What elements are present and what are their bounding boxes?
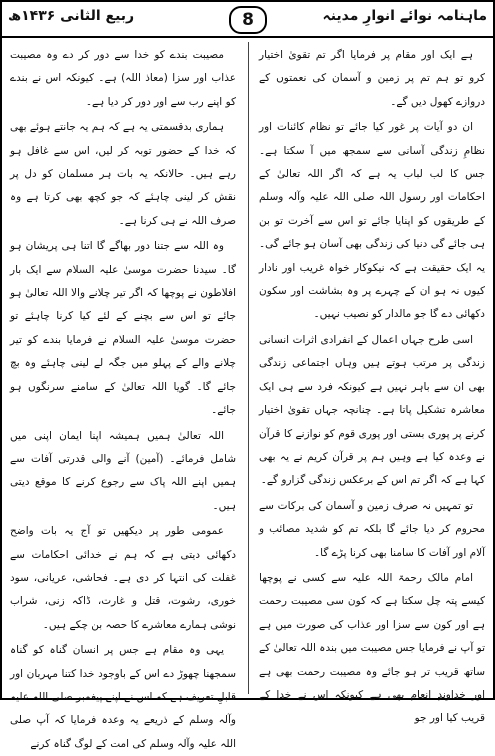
paragraph: یہی وہ مقام ہے جس پر انسان گناہ کو گناہ سمجھنا چھوڑ دے اس کے باوجود خدا کتنا مہربان اور قابلِ تعریف ہے کہ اس نے اپنے پیغمبر صلی اللہ علیہ وآلہ وسلم کے ذریعے یہ وعدہ فرمایا کہ آپ صلی اللہ علیہ وآلہ وسلم کی امت کے لوگ گناہ کرنے	[10, 644, 236, 750]
magazine-title: ماہنامہ نوائے انوارِ مدینہ	[322, 8, 487, 24]
paragraph: اللہ تعالیٰ ہمیں ہمیشہ اپنا ایمان اپنی میں شامل فرمائے۔ (آمین) آنے والی قدرتی آفات سے ہمیں اپنے اللہ پاک سے رجوع کرنے کا موقع دیتی ہیں۔	[10, 429, 236, 512]
page-number-badge: 8	[229, 6, 267, 34]
right-text-column	[259, 44, 485, 725]
paragraph: تو تمہیں نہ صرف زمین و آسمان کی برکات سے محروم کر دیا جائے گا بلکہ تم کو شدید مصائب و آلام اور آفات کا سامنا بھی کرنا پڑے گا۔	[259, 499, 485, 559]
issue-date: ربیع الثانی ۱۴۳۶ھ	[8, 8, 135, 24]
paragraph: ہماری بدقسمتی یہ ہے کہ ہم یہ جانتے ہوئے بھی کہ خدا کے حضور توبہ کر لیں، اس سے غافل ہو رہے ہیں۔ حالانکہ یہ بات ہر مسلمان کو دل پر نقش کر لینی چاہئے کہ جو کچھ بھی کرتا ہے وہ صرف اللہ نے ہی کرنا ہے۔	[10, 121, 236, 227]
paragraph: ان دو آیات پر غور کیا جائے تو نظام کائنات اور نظامِ زندگی آسانی سے سمجھ میں آ سکتا ہے۔ جس کا لب لباب یہ ہے کہ اگر اللہ تعالیٰ کے احکامات اور رسول اللہ صلی اللہ علیہ وآلہ وسلم کے طریقوں کو اپنایا جائے تو اس سے آخرت تو بن ہی جائے گی دنیا کی زندگی بھی آسان ہو جائے گی۔ یہ ایک حقیقت ہے کہ نیکوکار خواہ غریب اور نادار کیوں نہ ہو ان کے چہرے پر وہ بشاشت اور سکون دکھائی دے گا جو مالدار کو نصیب نہیں۔	[259, 121, 485, 321]
paragraph: وہ اللہ سے جتنا دور بھاگے گا اتنا ہی پریشان ہو گا۔ سیدنا حضرت موسیٰ علیہ السلام سے ایک بار افلاطون نے پوچھا کہ اگر تیر چلانے والا اللہ تعالیٰ ہو جائے تو اس سے بچنے کے لئے کیا کرنا چاہئے تو حضرت موسیٰ علیہ السلام نے فرمایا بندے کو تیر چلانے والے کے پہلو میں جگہ لے لینی چاہئے وہ بچ جائے گا۔ گویا اللہ تعالیٰ کے سامنے سرنگوں ہو جائے۔	[10, 240, 236, 417]
paragraph: عمومی طور پر دیکھیں تو آج یہ بات واضح دکھائی دیتی ہے کہ ہم نے خدائی احکامات سے غفلت کی انتہا کر دی ہے۔ فحاشی، عریانی، سود خوری، رشوت، قتل و غارت، ڈاکہ زنی، شراب نوشی ہمارے معاشرے کا حصہ بن چکے ہیں۔	[10, 525, 236, 631]
paragraph: مصیبت بندے کو خدا سے دور کر دے وہ مصیبت عذاب اور سزا (معاذ اللہ) ہے۔ کیونکہ اس نے بندے کو اپنے رب سے اور دور کر دیا ہے۔	[10, 49, 236, 108]
paragraph: ہے ایک اور مقام پر فرمایا اگر تم تقویٰ اختیار کرو تو ہم تم پر زمین و آسمان کی نعمتوں کے دروازے کھول دیں گے۔	[259, 49, 485, 108]
left-text-column	[10, 44, 236, 750]
paragraph: اسی طرح جہاں اعمال کے انفرادی اثرات انسانی زندگی پر مرتب ہوتے ہیں وہاں اجتماعی زندگی بھی ان سے باہر نہیں ہے کیونکہ فرد سے ہی ایک معاشرہ تشکیل پاتا ہے۔ چنانچہ جہاں تقویٰ اختیار کرنے پر پوری بستی اور پوری قوم کو نوازنے کا قرآن نے وعدہ کیا ہے وہیں ہم پر قرآن کریم نے یہ بھی کہا ہے کہ اگر تم اس کے برعکس زندگی گزارو گے۔	[259, 333, 485, 487]
paragraph: امام مالک رحمۃ اللہ علیہ سے کسی نے پوچھا کیسے پتہ چل سکتا ہے کہ کون سی مصیبت رحمت ہے اور کون سے سزا اور عذاب کی صورت میں ہے تو آپ نے فرمایا جس مصیبت میں بندہ اللہ تعالیٰ کے ساتھ قریب تر ہو جائے وہ مصیبت رحمت بھی ہے اور خداوندِ انعام بھی ہے کیونکہ اس نے خدا کے قریب کیا اور جو	[259, 571, 485, 725]
column-divider	[248, 42, 249, 694]
page-header	[2, 2, 493, 38]
